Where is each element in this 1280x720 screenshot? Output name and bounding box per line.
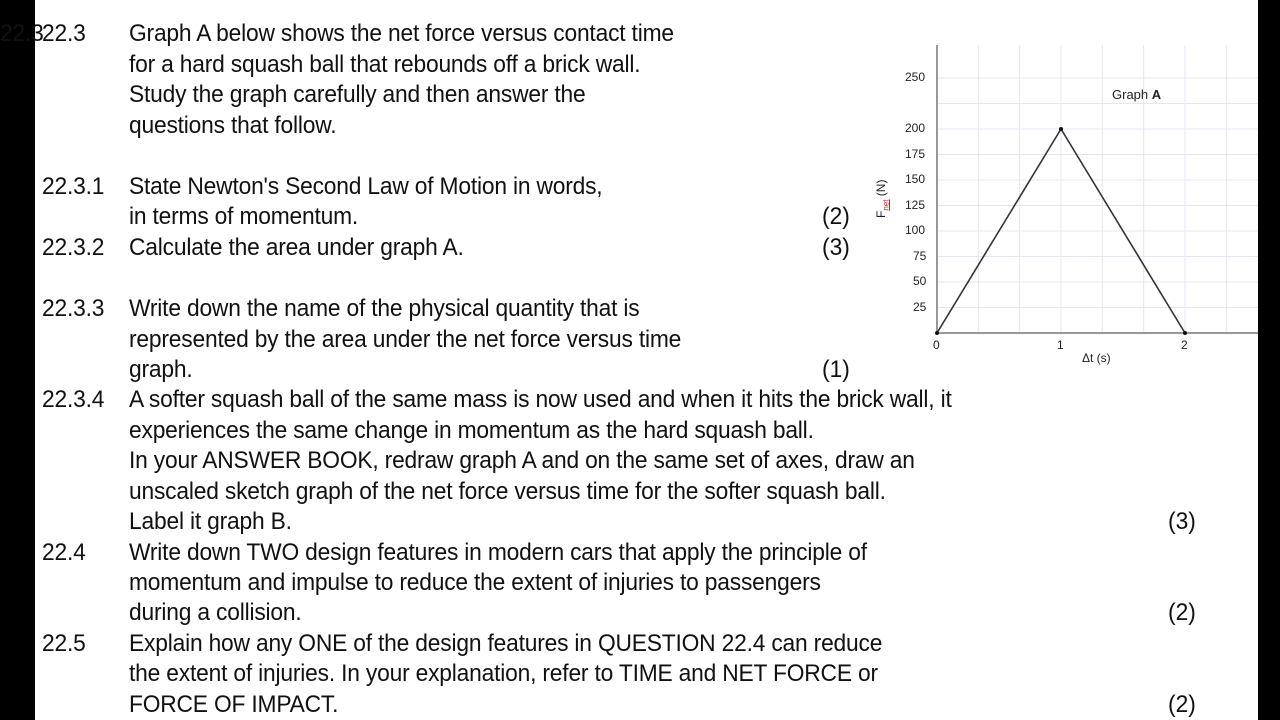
question-number: 22.4 — [42, 539, 86, 566]
y-axis-label: $F_{net}$ (N) — [874, 179, 891, 218]
marks: (3) — [1168, 508, 1196, 535]
question-text-line: during a collision. — [129, 599, 302, 626]
marks: (2) — [1168, 691, 1196, 718]
marks: (2) — [1168, 599, 1196, 626]
graph-canvas — [870, 30, 1258, 375]
question-text-line: questions that follow. — [129, 112, 337, 139]
x-tick-label: 1 — [1057, 338, 1064, 352]
y-tick-label: 175 — [905, 146, 926, 161]
question-text-line: Write down the name of the physical quantity that is — [129, 295, 640, 322]
question-text-line: Study the graph carefully and then answer the — [129, 81, 586, 108]
data-point — [1183, 331, 1187, 335]
marks: (1) — [822, 356, 850, 383]
question-number: 22.3 — [0, 20, 44, 47]
question-number: 22.3.2 — [42, 234, 105, 261]
question-text-line: Explain how any ONE of the design features in QUESTION 22.4 can reduce — [129, 630, 883, 657]
question-text-line: momentum and impulse to reduce the extent of injuries to passengers — [129, 569, 821, 596]
question-number: 22.3 — [42, 20, 86, 47]
y-tick-label: 25 — [913, 299, 927, 314]
question-text-line: State Newton's Second Law of Motion in words, — [129, 173, 603, 200]
question-text-line: In your ANSWER BOOK, redraw graph A and on the same set of axes, draw an — [129, 447, 915, 474]
y-tick-label: 250 — [905, 70, 926, 84]
question-number: 22.5 — [42, 630, 86, 657]
y-tick-label: 100 — [905, 223, 926, 237]
marks: (2) — [822, 203, 850, 230]
x-tick-label: 0 — [933, 338, 940, 352]
question-text-line: the extent of injuries. In your explanation, refer to TIME and NET FORCE or — [129, 660, 878, 687]
data-point — [1059, 127, 1063, 131]
graph-title-text: Graph A — [1112, 87, 1162, 102]
graph-title-letter: A — [1151, 87, 1162, 102]
question-text-line: Calculate the area under graph A. — [129, 234, 464, 261]
marks: (3) — [822, 234, 850, 261]
y-tick-label: 50 — [913, 274, 927, 288]
question-text-line: unscaled sketch graph of the net force versus time for the softer squash ball. — [129, 478, 886, 505]
y-tick-label: 125 — [905, 197, 926, 212]
x-tick-label: 2 — [1181, 338, 1188, 352]
question-text-line: Graph A below shows the net force versus contact time — [129, 20, 674, 47]
question-text-line: represented by the area under the net force versus time — [129, 326, 682, 353]
y-tick-label: 75 — [913, 248, 927, 263]
y-tick-label: 200 — [905, 121, 926, 135]
question-text-line: A softer squash ball of the same mass is now used and when it hits the brick wall, it — [129, 386, 952, 413]
question-text-line: in terms of momentum. — [129, 203, 359, 230]
x-axis-label: Δt (s) — [1082, 351, 1111, 365]
question-text-line: Label it graph B. — [129, 508, 292, 535]
question-text-line: experiences the same change in momentum as the hard squash ball. — [129, 417, 814, 444]
left-black-border — [0, 0, 35, 720]
question-text-line: graph. — [129, 356, 193, 383]
question-number: 22.3.1 — [42, 173, 105, 200]
graph-title — [1112, 87, 1161, 102]
force-time-graph — [870, 30, 1258, 375]
question-text-line: FORCE OF IMPACT. — [129, 691, 339, 718]
question-number: 22.3.3 — [42, 295, 105, 322]
question-number: 22.3.4 — [42, 386, 105, 413]
question-text-line: for a hard squash ball that rebounds off a brick wall. — [129, 51, 641, 78]
question-text-line: Write down TWO design features in modern cars that apply the principle of — [129, 539, 867, 566]
data-point — [935, 331, 939, 335]
y-tick-label: 150 — [905, 172, 926, 186]
right-black-border — [1258, 0, 1280, 720]
